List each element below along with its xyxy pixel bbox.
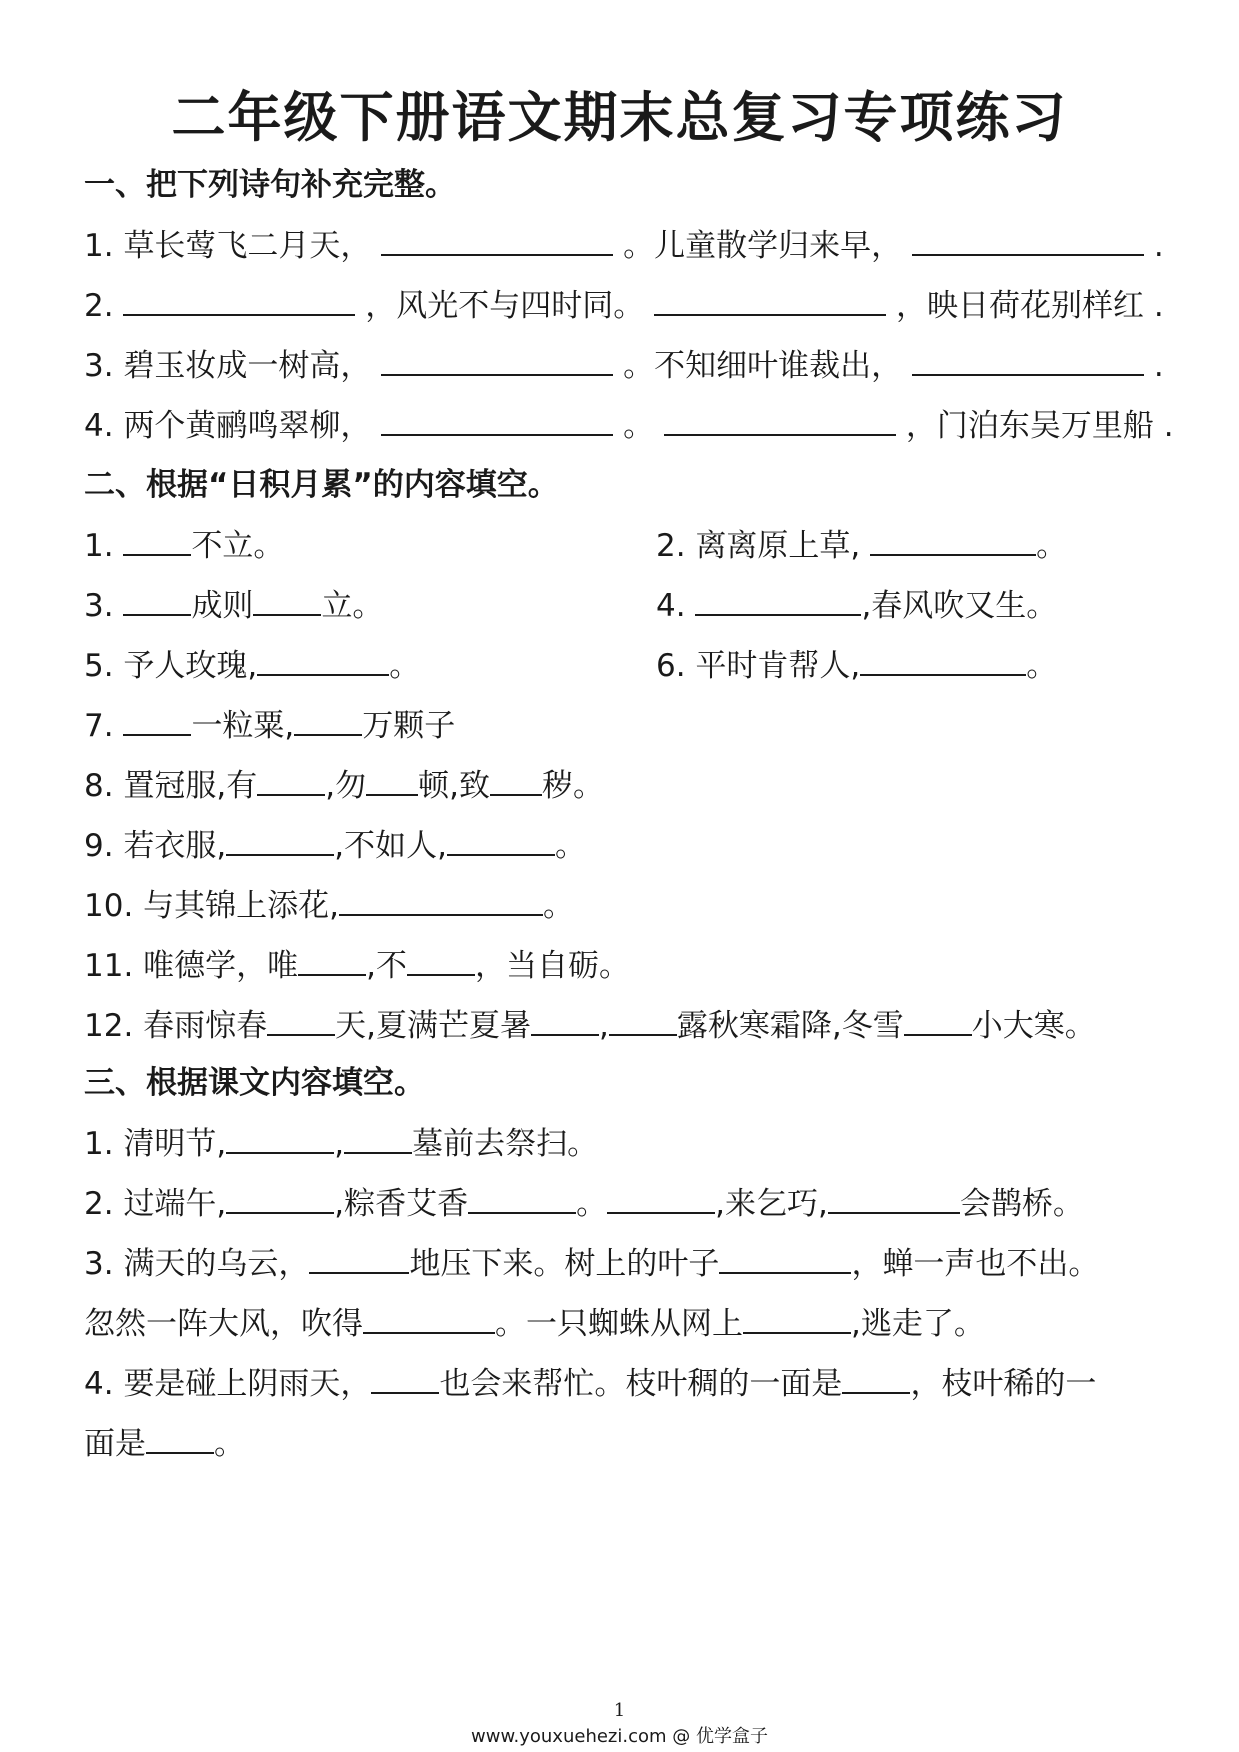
line-text: 秽。 — [542, 768, 605, 804]
line-end: . — [1153, 348, 1164, 384]
line-text: 墓前去祭扫。 — [412, 1126, 599, 1162]
answer-blank[interactable] — [842, 1362, 910, 1394]
fill-item-3 — [84, 584, 383, 627]
answer-blank[interactable] — [309, 1242, 409, 1274]
line-text: ,粽香艾香 — [334, 1186, 469, 1222]
line-text: , — [334, 1126, 345, 1162]
text-item-3 — [84, 1242, 1099, 1285]
answer-blank[interactable] — [146, 1422, 214, 1454]
line-text: 小大寒。 — [971, 1008, 1096, 1044]
text-item-1 — [84, 1122, 598, 1165]
line-text: 。 — [543, 888, 575, 924]
poem-line-4 — [84, 404, 1174, 447]
line-text: 忽然一阵大风，吹得 — [84, 1306, 363, 1342]
line-text: 。 — [555, 828, 587, 864]
line-text: 会鹊桥。 — [959, 1186, 1084, 1222]
fill-item-10 — [84, 884, 574, 927]
answer-blank[interactable] — [381, 344, 613, 376]
answer-blank[interactable] — [123, 284, 355, 316]
answer-blank[interactable] — [253, 584, 321, 616]
fill-item-11 — [84, 944, 630, 987]
footer-watermark: www.youxuehezi.com @ 优学盒子 — [471, 1726, 768, 1747]
answer-blank[interactable] — [743, 1302, 851, 1334]
line-text: 一粒粟, — [191, 708, 295, 744]
section-heading-1: 一、把下列诗句补充完整。 — [84, 167, 456, 203]
line-text: ,不如人, — [334, 828, 448, 864]
line-text: ,春风吹又生。 — [861, 588, 1058, 624]
line-text: 置冠服,有 — [123, 768, 258, 804]
item-number: 3. — [84, 348, 114, 384]
answer-blank[interactable] — [407, 944, 475, 976]
line-text: 碧玉妆成一树高， — [123, 348, 372, 384]
text-item-4 — [84, 1362, 1096, 1405]
line-text: ，映日荷花别样红 — [896, 288, 1145, 324]
answer-blank[interactable] — [912, 224, 1144, 256]
line-text: ,逃走了。 — [851, 1306, 985, 1342]
answer-blank[interactable] — [381, 224, 613, 256]
item-number: 5. — [84, 648, 114, 684]
line-text: 两个黄鹂鸣翠柳， — [123, 408, 372, 444]
line-text: 。 — [576, 1186, 608, 1222]
line-end: . — [1153, 288, 1164, 324]
fill-item-5 — [84, 644, 420, 687]
line-text: 露秋寒霜降,冬雪 — [676, 1008, 904, 1044]
answer-blank[interactable] — [468, 1182, 576, 1214]
fill-item-12 — [84, 1004, 1096, 1047]
item-number: 3. — [84, 1246, 114, 1282]
line-end: . — [1153, 228, 1164, 264]
answer-blank[interactable] — [607, 1182, 715, 1214]
line-text: 春雨惊春 — [143, 1008, 268, 1044]
answer-blank[interactable] — [381, 404, 613, 436]
answer-blank[interactable] — [226, 1122, 334, 1154]
line-text: 要是碰上阴雨天， — [123, 1366, 372, 1402]
answer-blank[interactable] — [226, 824, 334, 856]
line-text: 面是 — [84, 1426, 146, 1462]
answer-blank[interactable] — [654, 284, 886, 316]
answer-blank[interactable] — [226, 1182, 334, 1214]
answer-blank[interactable] — [870, 524, 1036, 556]
fill-item-1 — [84, 524, 284, 567]
page-number: 1 — [613, 1700, 626, 1721]
line-text: 。 — [214, 1426, 245, 1462]
answer-blank[interactable] — [123, 524, 191, 556]
line-text: 。一只蜘蛛从网上 — [495, 1306, 743, 1342]
answer-blank[interactable] — [912, 344, 1144, 376]
fill-item-6 — [656, 644, 1057, 687]
line-text: ，蝉一声也不出。 — [851, 1246, 1100, 1282]
fill-item-4 — [656, 584, 1057, 627]
answer-blank[interactable] — [695, 584, 861, 616]
line-text: 。 — [389, 648, 421, 684]
fill-item-7 — [84, 704, 455, 747]
answer-blank[interactable] — [298, 944, 366, 976]
line-text: 万颗子 — [362, 708, 456, 744]
item-number: 4. — [84, 1366, 114, 1402]
answer-blank[interactable] — [344, 1122, 412, 1154]
fill-item-8 — [84, 764, 604, 807]
answer-blank[interactable] — [294, 704, 362, 736]
line-text: 。 — [1036, 528, 1068, 564]
fill-item-2 — [656, 524, 1067, 567]
answer-blank[interactable] — [371, 1362, 439, 1394]
answer-blank[interactable] — [447, 824, 555, 856]
line-text: 天,夏满芒夏暑 — [335, 1008, 532, 1044]
line-text: 。不知细叶谁裁出， — [623, 348, 903, 384]
item-number: 3. — [84, 588, 114, 624]
text-item-3-cont — [84, 1302, 985, 1345]
line-end: . — [1163, 408, 1174, 444]
line-text: 。 — [1026, 648, 1058, 684]
item-number: 2. — [84, 1186, 114, 1222]
section-heading-3: 三、根据课文内容填空。 — [84, 1065, 425, 1101]
line-text: ,勿 — [325, 768, 367, 804]
item-number: 8. — [84, 768, 114, 804]
item-number: 1. — [84, 228, 114, 264]
line-text: ，风光不与四时同。 — [365, 288, 645, 324]
line-text: ,来乞巧, — [715, 1186, 828, 1222]
item-number: 9. — [84, 828, 114, 864]
answer-blank[interactable] — [860, 644, 1026, 676]
line-text: 也会来帮忙。枝叶稠的一面是 — [439, 1366, 843, 1402]
line-text: 成则 — [191, 588, 254, 624]
item-number: 6. — [656, 648, 686, 684]
item-number: 7. — [84, 708, 114, 744]
item-number: 4. — [84, 408, 114, 444]
answer-blank[interactable] — [366, 764, 418, 796]
line-text: 离离原上草, — [695, 528, 861, 564]
answer-blank[interactable] — [267, 1004, 335, 1036]
poem-line-2 — [84, 284, 1164, 327]
answer-blank[interactable] — [828, 1182, 960, 1214]
fill-item-9 — [84, 824, 586, 867]
answer-blank[interactable] — [904, 1004, 972, 1036]
line-text: ，门泊东吴万里船 — [905, 408, 1154, 444]
answer-blank[interactable] — [609, 1004, 677, 1036]
answer-blank[interactable] — [531, 1004, 599, 1036]
item-number: 2. — [84, 288, 114, 324]
section-heading-2: 二、根据“日积月累”的内容填空。 — [84, 467, 559, 503]
line-text: ，当自砺。 — [475, 948, 631, 984]
answer-blank[interactable] — [257, 644, 389, 676]
line-text: 过端午, — [123, 1186, 227, 1222]
item-number: 1. — [84, 1126, 114, 1162]
line-text: , — [599, 1008, 609, 1044]
line-text: ,不 — [366, 948, 408, 984]
line-text: 平时肯帮人, — [695, 648, 861, 684]
poem-line-1 — [84, 224, 1164, 267]
answer-blank[interactable] — [664, 404, 896, 436]
text-item-4-cont — [84, 1422, 245, 1465]
line-text: 地压下来。树上的叶子 — [409, 1246, 720, 1282]
answer-blank[interactable] — [257, 764, 325, 796]
item-number: 2. — [656, 528, 686, 564]
line-text: 不立。 — [191, 528, 285, 564]
line-text: 。 — [623, 408, 655, 444]
line-text: 与其锦上添花, — [143, 888, 340, 924]
item-number: 10. — [84, 888, 134, 924]
item-number: 11. — [84, 948, 134, 984]
item-number: 1. — [84, 528, 114, 564]
answer-blank[interactable] — [123, 704, 191, 736]
answer-blank[interactable] — [363, 1302, 495, 1334]
line-text: 满天的乌云， — [123, 1246, 310, 1282]
line-text: 唯德学，唯 — [143, 948, 299, 984]
answer-blank[interactable] — [123, 584, 191, 616]
answer-blank[interactable] — [719, 1242, 851, 1274]
line-text: ，枝叶稀的一 — [910, 1366, 1097, 1402]
line-text: 。儿童散学归来早， — [623, 228, 903, 264]
text-item-2 — [84, 1182, 1084, 1225]
line-text: 顿,致 — [418, 768, 491, 804]
answer-blank[interactable] — [490, 764, 542, 796]
line-text: 清明节, — [123, 1126, 227, 1162]
item-number: 4. — [656, 588, 686, 624]
poem-line-3 — [84, 344, 1164, 387]
item-number: 12. — [84, 1008, 134, 1044]
line-text: 若衣服, — [123, 828, 227, 864]
line-text: 予人玫瑰, — [123, 648, 258, 684]
line-text: 立。 — [321, 588, 384, 624]
line-text: 草长莺飞二月天， — [123, 228, 372, 264]
page-title: 二年级下册语文期末总复习专项练习 — [171, 86, 1068, 149]
answer-blank[interactable] — [339, 884, 543, 916]
